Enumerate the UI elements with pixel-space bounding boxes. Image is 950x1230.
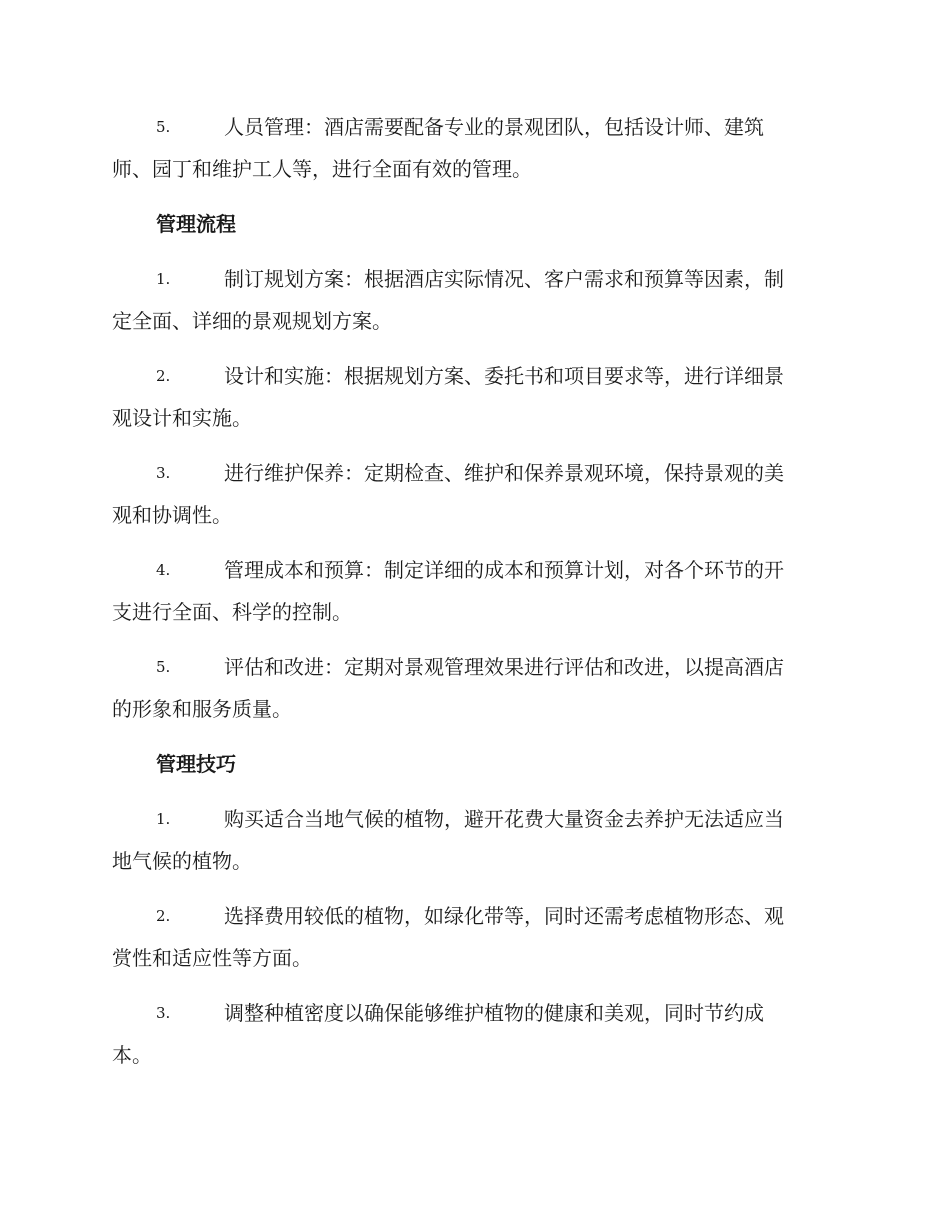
list-item-continuation: 地气候的植物。 (112, 849, 252, 873)
list-item-text: 评估和改进：定期对景观管理效果进行评估和改进，以提高酒店 (224, 655, 784, 679)
list-item-line1 (112, 549, 832, 591)
list-item-text: 进行维护保养：定期检查、维护和保养景观环境，保持景观的美 (224, 461, 784, 485)
list-item-number: 3. (156, 1004, 171, 1022)
list-item-line1 (112, 452, 832, 494)
list-item-number: 5. (156, 118, 171, 136)
list-item-number: 1. (156, 270, 171, 288)
list-item-text: 选择费用较低的植物，如绿化带等，同时还需考虑植物形态、观 (224, 904, 784, 928)
list-item-intro-5 (112, 106, 832, 190)
process-item-3 (112, 452, 832, 536)
process-item-5 (112, 646, 832, 730)
list-item-line1 (112, 106, 832, 148)
list-item-continuation: 支进行全面、科学的控制。 (112, 600, 352, 624)
list-item-text: 人员管理：酒店需要配备专业的景观团队，包括设计师、建筑 (224, 115, 764, 139)
list-item-continuation: 观设计和实施。 (112, 406, 252, 430)
list-item-continuation: 定全面、详细的景观规划方案。 (112, 309, 392, 333)
process-item-2 (112, 355, 832, 439)
tips-item-1 (112, 798, 832, 882)
list-item-number: 3. (156, 464, 171, 482)
list-item-number: 2. (156, 367, 171, 385)
list-item-continuation: 赏性和适应性等方面。 (112, 946, 312, 970)
list-item-number: 2. (156, 907, 171, 925)
list-item-continuation: 本。 (112, 1043, 152, 1067)
list-item-line1 (112, 798, 832, 840)
list-item-text: 管理成本和预算：制定详细的成本和预算计划，对各个环节的开 (224, 558, 784, 582)
list-item-continuation: 师、园丁和维护工人等，进行全面有效的管理。 (112, 157, 532, 181)
section-heading-process: 管理流程 (156, 212, 236, 236)
list-item-continuation: 观和协调性。 (112, 503, 232, 527)
tips-item-2 (112, 895, 832, 979)
list-item-line1 (112, 258, 832, 300)
list-item-line1 (112, 646, 832, 688)
list-item-line1 (112, 895, 832, 937)
list-item-text: 设计和实施：根据规划方案、委托书和项目要求等，进行详细景 (224, 364, 784, 388)
section-heading-tips: 管理技巧 (156, 752, 236, 776)
list-item-continuation: 的形象和服务质量。 (112, 697, 292, 721)
list-item-text: 调整种植密度以确保能够维护植物的健康和美观，同时节约成 (224, 1001, 764, 1025)
list-item-text: 制订规划方案：根据酒店实际情况、客户需求和预算等因素，制 (224, 267, 784, 291)
list-item-text: 购买适合当地气候的植物，避开花费大量资金去养护无法适应当 (224, 807, 784, 831)
list-item-number: 1. (156, 810, 171, 828)
list-item-line1 (112, 355, 832, 397)
tips-item-3 (112, 992, 832, 1076)
list-item-number: 5. (156, 658, 171, 676)
list-item-number: 4. (156, 561, 171, 579)
list-item-line1 (112, 992, 832, 1034)
process-item-1 (112, 258, 832, 342)
process-item-4 (112, 549, 832, 633)
